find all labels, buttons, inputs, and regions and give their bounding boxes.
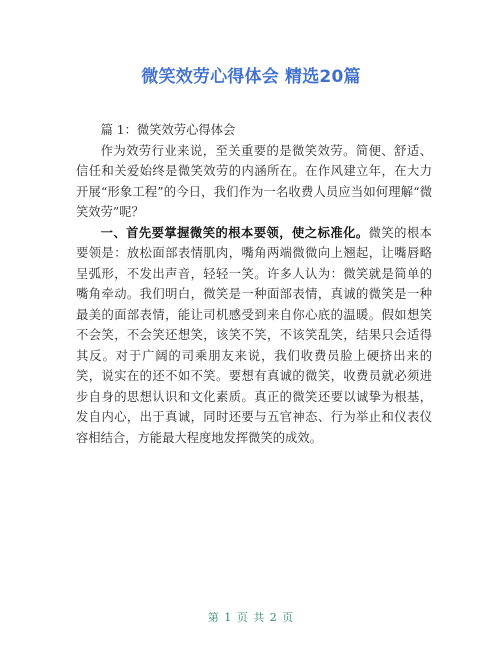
point-one-paragraph <box>76 223 432 449</box>
document-title: 微笑效劳心得体会 精选20篇 <box>141 67 361 87</box>
point-one-heading: 一、首先要掌握微笑的根本要领，使之标准化。 <box>100 224 369 240</box>
intro-paragraph: 作为效劳行业来说，至关重要的是微笑效劳。简便、舒适、信任和关爱始终是微笑效劳的内涵所在。在作风建立年，在大力开展“形象工程”的今日，我们作为一名收费人员应当如何理解“微笑效劳”呢？ <box>76 143 432 219</box>
section-heading: 篇 1：微笑效劳心得体会 <box>100 123 236 137</box>
point-one-body: 微笑的根本要领是：放松面部表情肌肉，嘴角两端微微向上翘起，让嘴唇略呈弧形，不发出声音，轻轻一笑。许多人认为：微笑就是简单的嘴角牵动。我们明白，微笑是一种面部表情，真诚的微笑是一种最美的面部表情，能让司机感受到来自你心底的温暖。假如想笑不会笑，不会笑还想笑，该笑不笑，不该笑乱笑，结果只会适得其反。对于广阔的司乘朋友来说，我们收费员脸上硬挤出来的笑，说实在的还不如不笑。要想有真诚的微笑，收费员就必须进步自身的思想认识和文化素质。真正的微笑还要以诚挚为根基，发自内心，出于真诚，同时还要与五官神态、行为举止和仪表仪容相结合，方能最大程度地发挥微笑的成效。 <box>76 225 432 445</box>
document-body <box>76 120 432 448</box>
page-indicator: 第 1 页 共 2 页 <box>207 611 295 624</box>
